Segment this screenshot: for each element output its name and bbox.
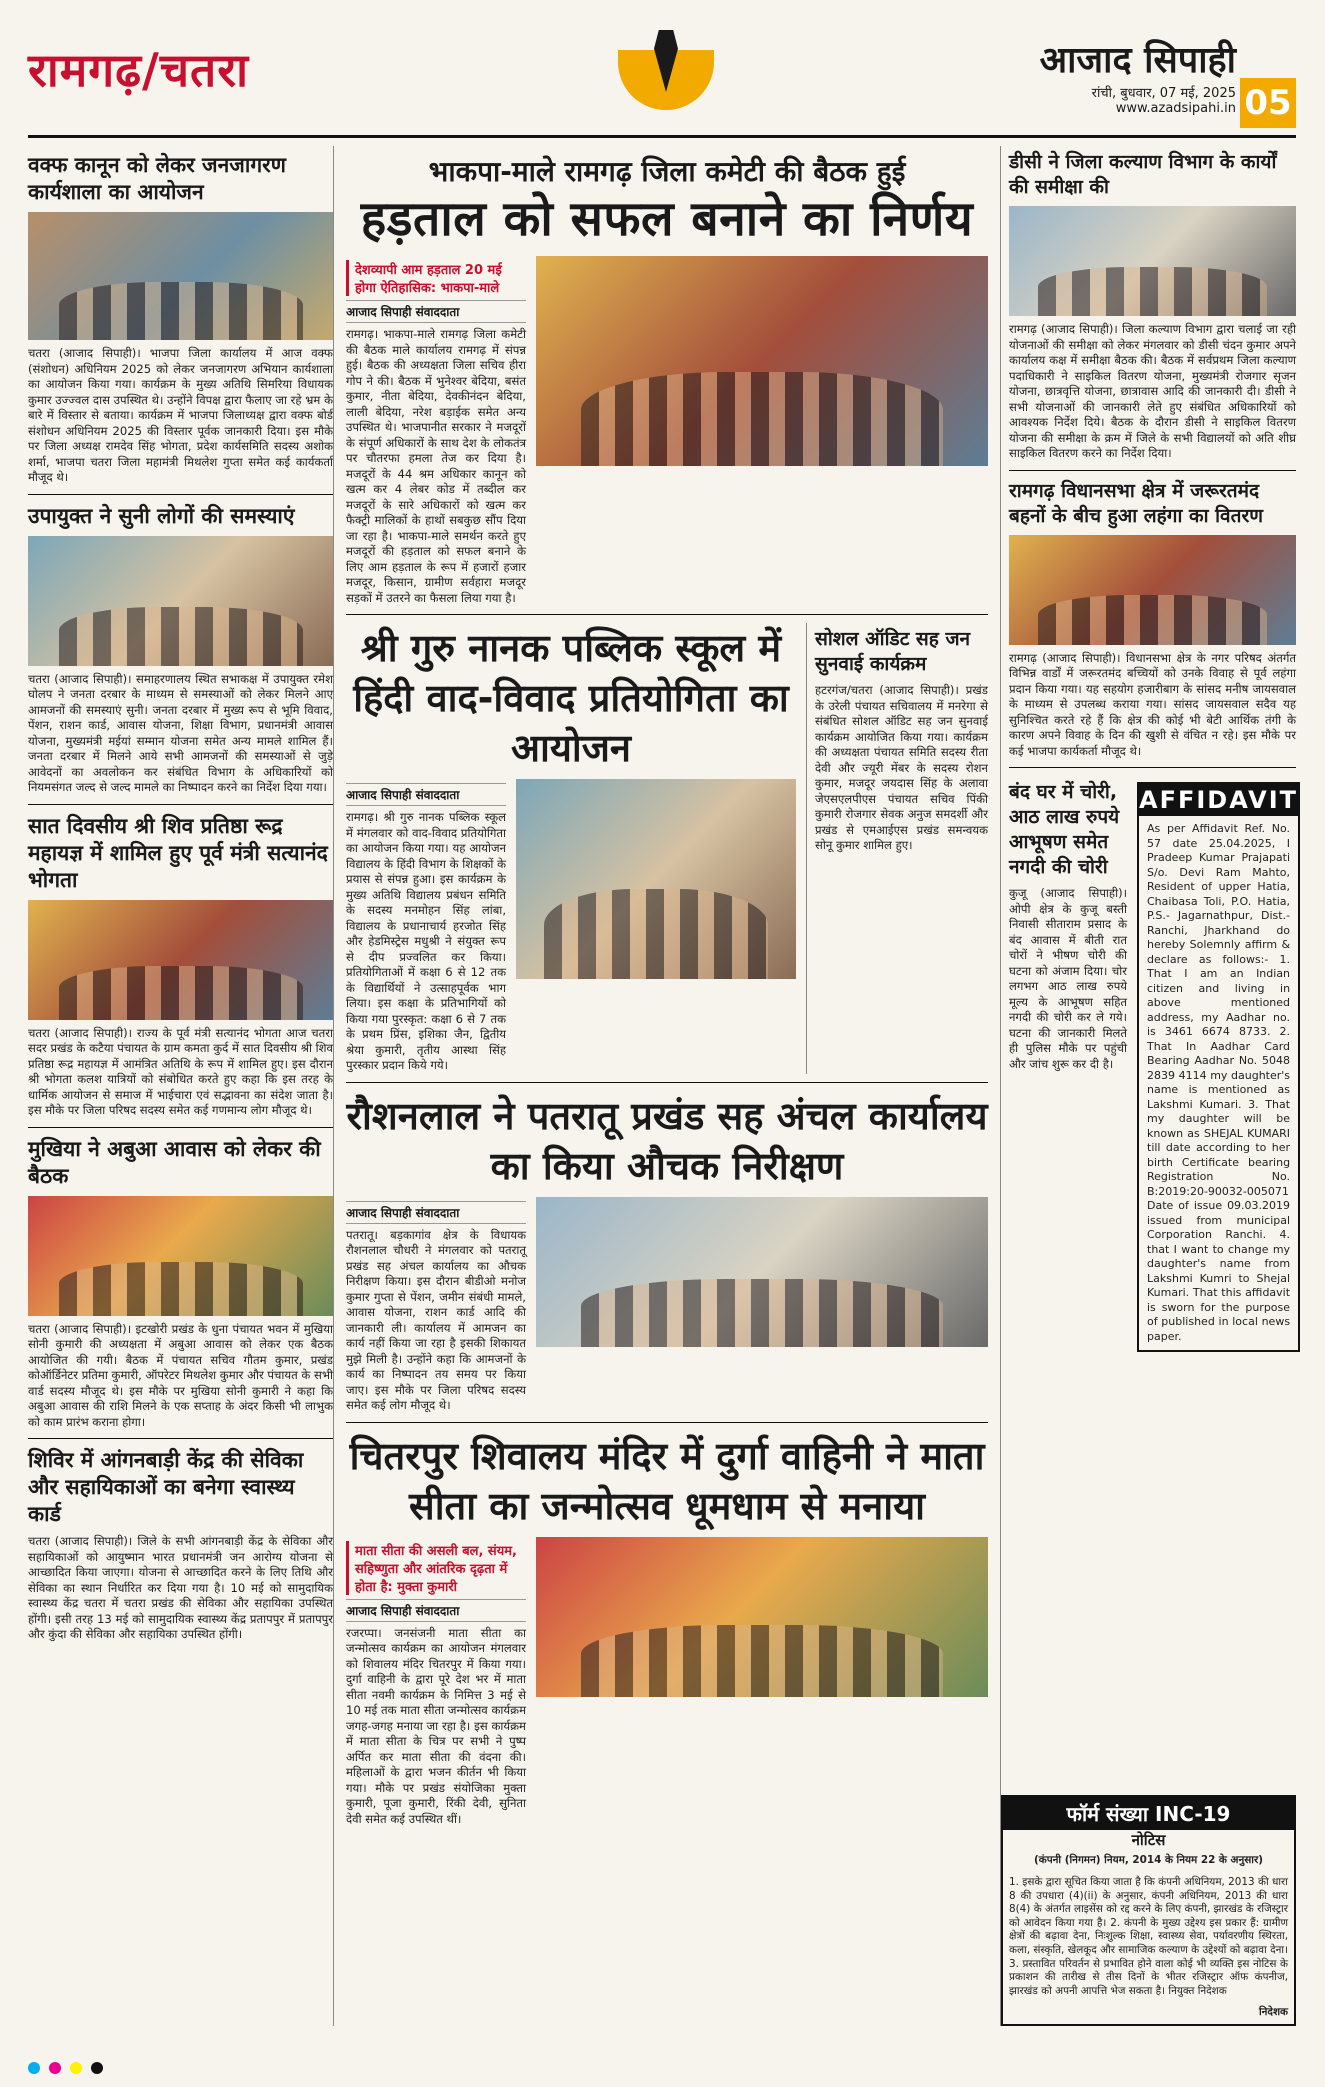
article-body: पतरातू। बड़कागांव क्षेत्र के विधायक रौशनलाल चौधरी ने मंगलवार को पतरातू प्रखंड सह अंचल कार्यालय का औचक निरीक्षण किया। इस दौरान बीडीओ मनोज कुमार गुप्ता से पेंशन, जमीन संबंधी मामले, आवास योजना, राशन कार्ड आदि की जानकारी ली। कार्यालय में आमजन का कार्य नहीं किया जा रहा है इसकी शिकायत मुझे मिली है। उन्होंने कहा कि आमजनों के कार्य का निष्पादन तय समय पर किया जाए। इस मौके पर जिला परिषद सदस्य समेत कई लोग मौजूद थे। xyxy=(346,1227,526,1412)
page-number: 05 xyxy=(1240,78,1296,128)
article-body: चतरा (आजाद सिपाही)। समाहरणालय स्थित सभाकक्ष में उपायुक्त रमेश घोलप ने जनता दरबार के माध्यम से समस्याओं को लेकर मिलने आए आमजनों की समस्याएं सुनी। जनता दरबार में मुख्य रूप से भूमि विवाद, पेंशन, राशन कार्ड, आवास योजना, शिक्षा विभाग, प्रधानमंत्री आवास योजना, मुख्यमंत्री मईयां सम्मान योजना समेत अन्य मामले शामिल हैं। जनता दरबार में मिलने आये सभी आमजनों की समस्याओं से जुड़े आवेदनों का अवलोकन कर संबंधित विभाग के अधिकारियों को नियमसंगत जल्द से जल्द मामले का निष्पादन करने का निर्देश दिया गया। xyxy=(28,671,333,794)
article-photo xyxy=(1009,206,1296,316)
article-photo xyxy=(516,779,796,979)
article-photo xyxy=(28,1196,333,1316)
article-photo xyxy=(28,536,333,666)
notice-signature: निदेशक xyxy=(1258,2006,1288,2019)
left-column xyxy=(28,146,334,2026)
article-photo xyxy=(28,212,333,340)
article-photo xyxy=(536,1197,988,1347)
inc19-notice xyxy=(1001,1795,1296,2026)
article-body: कुजू (आजाद सिपाही)। ओपी क्षेत्र के कुजू बस्ती निवासी सीताराम प्रसाद के बंद आवास में बीती रात चोरों ने भीषण चोरी की घटना को अंजाम दिया। चोर लगभग आठ लाख रुपये मूल्य के आभूषण सहित नगदी की चोरी कर ले गये। घटना की जानकारी मिलते ही पुलिस मौके पर पहुंची और जांच शुरू कर दी है। xyxy=(1009,886,1127,1071)
article-title: वक्फ कानून को लेकर जनजागरण कार्यशाला का आयोजन xyxy=(28,153,286,204)
article-body: रामगढ़ (आजाद सिपाही)। विधानसभा क्षेत्र के नगर परिषद अंतर्गत विभिन्न वार्डों में जरूरतमंद बच्चियों को उनके विवाह से पूर्व लहंगा प्रदान किया गया। यह सहयोग हजारीबाग के सांसद मनीष जायसवाल के माध्यम से उपलब्ध कराया गया। सांसद जायसवाल सदैव यह सुनिश्चित करते रहे हैं कि क्षेत्र की कोई भी बेटी आर्थिक तंगी के कारण अपने विवाह के दिन की खुशी से वंचित न रहे। इस मौके पर कई भाजपा कार्यकर्ता मौजूद थे। xyxy=(1009,650,1296,758)
article-title: चितरपुर शिवालय मंदिर में दुर्गा वाहिनी ने माता सीता का जन्मोत्सव धूमधाम से मनाया xyxy=(349,1433,985,1528)
black-dot-icon xyxy=(91,2062,103,2074)
registration-marks xyxy=(28,2059,1296,2079)
yellow-dot-icon xyxy=(70,2062,82,2074)
masthead xyxy=(28,28,1296,138)
cyan-dot-icon xyxy=(28,2062,40,2074)
article-title: रौशनलाल ने पतरातू प्रखंड सह अंचल कार्यालय का किया औचक निरीक्षण xyxy=(346,1093,988,1188)
brand-block xyxy=(1040,34,1236,116)
affidavit-notice xyxy=(1137,782,1300,1352)
article-body: रामगढ़। भाकपा-माले रामगढ़ जिला कमेटी की बैठक माले कार्यालय रामगढ़ में संपन्न हुई। बैठक की अध्यक्षता जिला सचिव हीरा गोप ने की। बैठक में भुनेश्वर बेदिया, बसंत कुमार, नीता बेदिया, देवकीनंदन बेदिया, लाली बेदिया, नरेश बड़ाईक समेत अन्य उपस्थित थे। भाजपानीत सरकार ने मजदूरों के संपूर्ण अधिकारों के साथ देश के लोकतंत्र पर चौतरफा हमला तेज कर दिया है। मजदूरों के 44 श्रम अधिकार कानून को खत्म कर 4 लेबर कोड में तब्दील कर मजदूरों के सारे अधिकारों को खत्म कर फैक्ट्री मालिकों के हाथों सबकुछ सौंप दिया जा रहा है। भाकपा-माले समर्थन करते हुए मजदूरों की हड़ताल को सफल बनाने के लिए आम हड़ताल के रूप में हजारों हजार मजदूर, किसान, ग्रामीण सर्वहारा मजदूर सड़कों में उतरने का फैसला लिया गया है। xyxy=(346,327,526,605)
byline: आजाद सिपाही संवाददाता xyxy=(346,783,506,806)
website-link[interactable]: www.azadsipahi.in xyxy=(1115,101,1236,116)
article-title: डीसी ने जिला कल्याण विभाग के कार्यों की समीक्षा की xyxy=(1009,151,1277,198)
article-body: चतरा (आजाद सिपाही)। इटखोरी प्रखंड के धुना पंचायत भवन में मुखिया सोनी कुमारी की अध्यक्षता में अबुआ आवास को लेकर एक बैठक आयोजित की गयी। बैठक में पंचायत सचिव गौतम कुमार, प्रखंड कोऑर्डिनेटर प्रतिमा कुमारी, ऑपरेटर मिथलेश कुमार और पंचायत के सभी वार्ड सदस्य मौजूद थे। इस मौके पर मुखिया सोनी कुमारी ने कहा कि अबुआ आवास की राशि मिलने के एक सप्ताह के अंदर किसी भी लाभुक को काम प्रारंभ कराना होगा। xyxy=(28,1321,333,1429)
notice-subtitle: नोटिस xyxy=(1131,1831,1166,1850)
article-title: श्री गुरु नानक पब्लिक स्कूल में हिंदी वाद-विवाद प्रतियोगिता का आयोजन xyxy=(353,626,789,770)
pull-quote: माता सीता की असली बल, संयम, सहिष्णुता और आंतरिक दृढ़ता में होता है: मुक्ता कुमारी xyxy=(346,1541,526,1595)
lead-headline: हड़ताल को सफल बनाने का निर्णय xyxy=(360,191,974,247)
byline: आजाद सिपाही संवाददाता xyxy=(346,300,526,323)
lead-kicker: भाकपा-माले रामगढ़ जिला कमेटी की बैठक हुई xyxy=(428,155,906,188)
article-photo xyxy=(536,1537,988,1697)
middle-column xyxy=(346,146,988,2026)
right-column xyxy=(1000,146,1299,2026)
article-body: रामगढ़ (आजाद सिपाही)। जिला कल्याण विभाग द्वारा चलाई जा रही योजनाओं की समीक्षा को लेकर मंगलवार को डीसी चंदन कुमार अपने कार्यालय कक्ष में समीक्षा बैठक की। बैठक में सर्वप्रथम जिला कल्याण पदाधिकारी ने साइकिल वितरण योजना, मुख्यमंत्री रोजगार सृजन योजना, छात्रवृत्ति योजना, छात्रावास आदि की जानकारी दी। डीसी ने सभी योजनाओं की जानकारी लेते हुए संबंधित अधिकारियों को आवश्यक निर्देश दिये। बैठक के दौरान डीसी ने साइकिल वितरण योजना की समीक्षा के क्रम में जिले के सभी विद्यालयों को अति शीघ्र साइकिल वितरण करने का निर्देश दिया। xyxy=(1009,322,1296,460)
magenta-dot-icon xyxy=(49,2062,61,2074)
article-title: उपायुक्त ने सुनी लोगों की समस्याएं xyxy=(28,503,295,528)
pull-quote: देशव्यापी आम हड़ताल 20 मई होगा ऐतिहासिक: भाकपा-माले xyxy=(346,260,526,296)
lead-photo xyxy=(536,256,988,466)
article-body: चतरा (आजाद सिपाही)। भाजपा जिला कार्यालय में आज वक्फ (संशोधन) अधिनियम 2025 को लेकर जनजागरण अभियान कार्यशाला का आयोजन किया गया। कार्यक्रम के मुख्य अतिथि सिमरिया विधायक कुमार उज्ज्वल दास उपस्थित थे। उन्होंने विपक्ष द्वारा फैलाए जा रहे भ्रम के बारे में विस्तार से बताया। कार्यक्रम में भाजपा जिलाध्यक्ष द्वारा वक्फ बोर्ड संशोधन अधिनियम 2025 की विस्तार पूर्वक जानकारी दिया। इस मौके पर जिला अध्यक्ष रामदेव सिंह भोगता, प्रदेश कार्यसमिति सदस्य अशोक शर्मा, भाजपा चतरा जिला महामंत्री मिथलेश गुप्ता समेत कई कार्यकर्ता मौजूद थे। xyxy=(28,346,333,484)
affidavit-title: AFFIDAVIT xyxy=(1139,786,1299,814)
article-title: शिविर में आंगनबाड़ी केंद्र की सेविका और सहायिकाओं का बनेगा स्वास्थ्य कार्ड xyxy=(28,1448,304,1526)
pen-nib-logo-icon xyxy=(618,28,714,124)
article-body: चतरा (आजाद सिपाही)। जिले के सभी आंगनबाड़ी केंद्र के सेविका और सहायिकाओं को आयुष्मान भारत प्रधानमंत्री जन आरोग्य योजना से आच्छादित किया जाएगा। योजना से आच्छादित करने के लिए तिथि और सेविका का स्थान निर्धारित कर दिया गया है। 10 मई को सामुदायिक स्वास्थ्य केंद्र चतरा में चतरा प्रखंड की सेविका और सहायिका उपस्थित होंगी। इसी तरह 13 मई को सामुदायिक स्वास्थ्य केंद्र प्रतापपुर में प्रतापपुर और कुंदा की सेविका और सहायिका उपस्थित होंगी। xyxy=(28,1534,333,1641)
newspaper-page xyxy=(28,28,1299,2058)
section-title: रामगढ़/चतरा xyxy=(28,43,249,97)
article-body: रजरप्पा। जनसंजनी माता सीता का जन्मोत्सव कार्यक्रम का आयोजन मंगलवार को शिवालय मंदिर चितरपुर में किया गया। दुर्गा वाहिनी के द्वारा पूरे देश भर में माता सीता नवमी कार्यक्रम के निमित्त 3 मई से 10 मई तक माता सीता जन्मोत्सव कार्यक्रम जगह-जगह मनाया जा रहा है। इस कार्यक्रम में माता सीता के चित्र पर सभी ने पुष्प अर्पित कर माता सीता की वंदना की। महिलाओं के द्वारा भजन कीर्तन भी किया गया। मौके पर प्रखंड संयोजिका मुक्ता कुमारी, पूजा कुमारी, रिंकी देवी, सुनिता देवी समेत कई उपस्थित थीं। xyxy=(346,1625,526,1826)
article-title: मुखिया ने अबुआ आवास को लेकर की बैठक xyxy=(28,1136,321,1188)
article-title: रामगढ़ विधानसभा क्षेत्र में जरूरतमंद बहनों के बीच हुआ लहंगा का वितरण xyxy=(1009,479,1263,527)
article-title: सात दिवसीय श्री शिव प्रतिष्ठा रूद्र महायज्ञ में शामिल हुए पूर्व मंत्री सत्यानंद भोगता xyxy=(28,813,328,892)
brand-name: आजाद सिपाही xyxy=(1039,40,1236,81)
issue-date: रांची, बुधवार, 07 मई, 2025 xyxy=(1091,86,1236,101)
affidavit-body: As per Affidavit Ref. No. 57 date 25.04.2025, I Pradeep Kumar Prajapati S/o. Devi Ram Mahto, Resident of upper Hatia, Chaibasa Toli, P.O. Hatia, P.S.- Jagarnathpur, Dist.- Ranchi, Jharkhand do hereby Solemnly affirm & declare as follows:- 1. That I am an Indian citizen and living in above mentioned address, my Aadhar no. is 3461 6674 8733. 2. That In Aadhar Card Bearing Aadhar No. 5048 2839 4114 my daughter's name is mentioned as Lakshmi Kumari. 3. That my daughter will be known as SHEJAL KUMARI till date according to her birth Certificate bearing Registration No. B:2019:20-90032-005071 Date of issue 09.03.2019 issued from municipal Corporation Ranchi. 4. that I want to change my daughter's name from Lakshmi Kumri to Shejal Kumari. That this affidavit is sworn for the purpose of published in local news paper. xyxy=(1147,822,1291,1343)
notice-rule: (कंपनी (निगमन) नियम, 2014 के नियम 22 के अनुसार) xyxy=(1034,1854,1263,1867)
byline: आजाद सिपाही संवाददाता xyxy=(346,1201,526,1224)
article-title: बंद घर में चोरी, आठ लाख रुपये आभूषण समेत नगदी की चोरी xyxy=(1009,781,1120,878)
article-body: चतरा (आजाद सिपाही)। राज्य के पूर्व मंत्री सत्यानंद भोगता आज चतरा सदर प्रखंड के कटैया पंचायत के ग्राम कमता कुर्द में सात दिवसीय श्री शिव प्रतिष्ठा रूद्र महायज्ञ में आमंत्रित अतिथि के रूप में शामिल हुए। इस दौरान श्री भोगता कलश यात्रियों को संबोधित करते हुए कहा कि इस तरह के धार्मिक आयोजन से समाज में भाईचारा एवं सद्भावना का संदेश जाता है। इस मौके पर जिला परिषद सदस्य समेत कई गणमान्य लोग मौजूद थे। xyxy=(28,1025,333,1117)
byline: आजाद सिपाही संवाददाता xyxy=(346,1599,526,1622)
article-photo xyxy=(28,900,333,1020)
article-body: रामगढ़। श्री गुरु नानक पब्लिक स्कूल में मंगलवार को वाद-विवाद प्रतियोगिता का आयोजन किया गया। यह आयोजन विद्यालय के हिंदी विभाग के शिक्षकों के प्रयास से संपन्न हुआ। इस कार्यक्रम के मुख्य अतिथि विद्यालय प्रबंधन समिति के सदस्य मनमोहन सिंह लांबा, विद्यालय के प्रधानाचार्य हरजोत सिंह और हेडमिस्ट्रेस मधुश्री ने संयुक्त रूप से दीप प्रज्वलित कर किया। प्रतियोगिताओं में कक्षा 6 से 12 तक के विद्यार्थियों ने उत्साहपूर्वक भाग लिया। इस कक्षा के प्रतिभागियों को किया गया पुरस्कृत: कक्षा 6 से 7 तक के प्रथम प्रिंस, इशिका जैन, द्वितीय श्रेया कुमारी, तृतीय आस्था सिंह पुरस्कार प्रदान किये गये। xyxy=(346,810,506,1072)
article-photo xyxy=(1009,535,1296,645)
notice-title: फॉर्म संख्या INC-19 xyxy=(1003,1797,1294,1830)
article-body: हटरगंज/चतरा (आजाद सिपाही)। प्रखंड के उरेली पंचायत सचिवालय में मनरेगा से संबंधित सोशल ऑडिट सह जन सुनवाई कार्यक्रम आयोजित किया गया। कार्यक्रम की अध्यक्षता पंचायत समिति सदस्य रीता देवी और ज्यूरी मेंबर के सदस्य रोशन कुमार, मजदूर जयदास सिंह के अलावा जेएसएलपीएस पंचायत सचिव पिंकी कुमारी रोजगार सेवक अनुज समदर्शी और प्रखंड से एमआईएस प्रखंड समन्वयक सोनू कुमार शामिल हुए। xyxy=(815,683,988,852)
notice-body: 1. इसके द्वारा सूचित किया जाता है कि कंपनी अधिनियम, 2013 की धारा 8 की उपधारा (4)(ii) के अनुसार, कंपनी अधिनियम, 2013 की धारा 8(4) के अंतर्गत लाइसेंस को रद्द करने के लिए कंपनी, झारखंड के रजिस्ट्रार को आवेदन किया गया है। 2. कंपनी के मुख्य उद्देश्य इस प्रकार हैं: ग्रामीण क्षेत्रों की बढ़ावा देना, निःशुल्क शिक्षा, स्वास्थ्य सेवा, पर्यावरणीय स्थिरता, कला, संस्कृति, खेलकूद और सामाजिक कल्याण के उद्देश्यों को बढ़ावा देना। 3. प्रस्तावित परिवर्तन से प्रभावित होने वाला कोई भी व्यक्ति इस नोटिस के प्रकाशन की तारीख से तीस दिनों के भीतर रजिस्ट्रार ऑफ कंपनीज, झारखंड को अपनी आपत्ति भेज सकता है। नियुक्त निदेशक xyxy=(1009,1876,1288,1997)
article-title: सोशल ऑडिट सह जन सुनवाई कार्यक्रम xyxy=(815,628,971,675)
